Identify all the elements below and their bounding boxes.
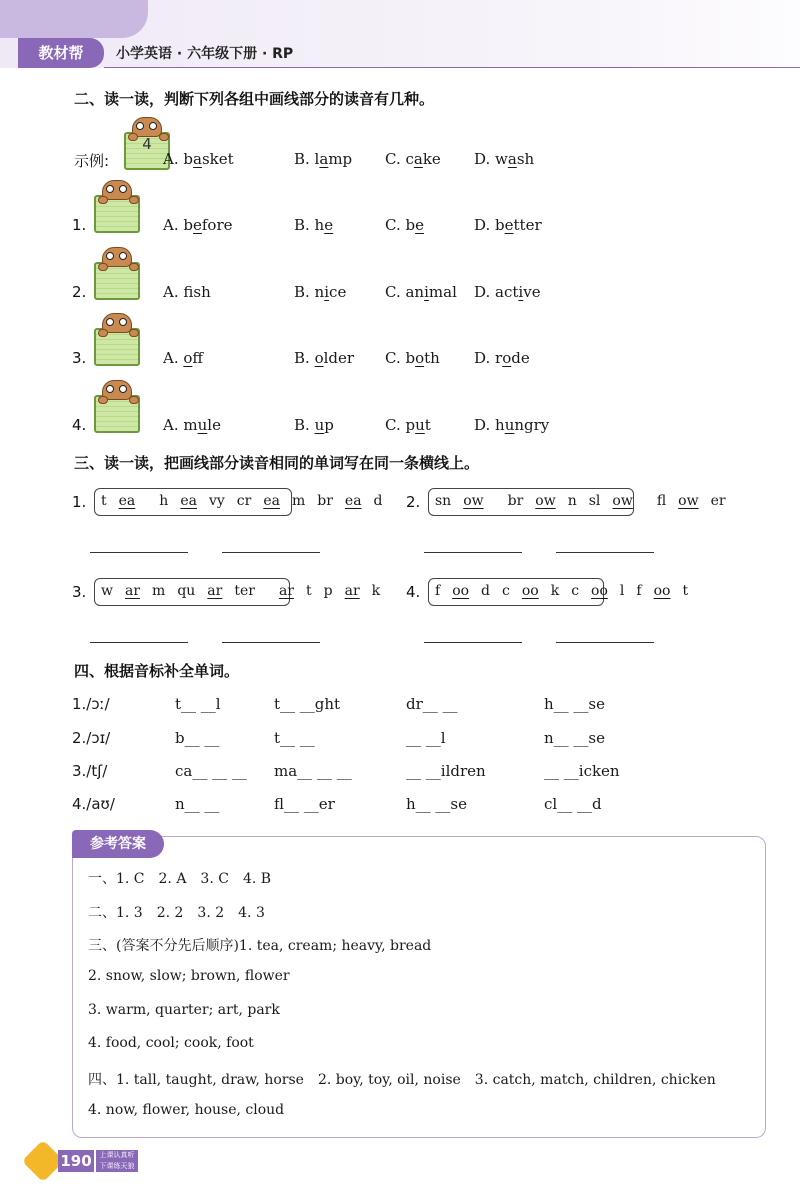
group-word-underlined: ea	[118, 493, 136, 509]
group-word-post: k	[550, 583, 560, 599]
fill-word: __ __ildren	[406, 762, 486, 780]
option	[474, 349, 530, 367]
example-option	[385, 150, 441, 168]
word-group-box	[428, 488, 726, 516]
phonetic-label: 2./ɔɪ/	[72, 729, 111, 747]
group-word-pre: sl	[588, 493, 601, 509]
fill-word: h__ __se	[406, 795, 468, 813]
group-word-pre: sn	[435, 493, 452, 509]
group-word-post: k	[371, 583, 381, 599]
group-word	[267, 583, 312, 599]
option-word-post: ngry	[514, 416, 550, 434]
option-word-post: t	[424, 416, 431, 434]
option-word-pre: D. b	[474, 216, 505, 234]
group-word	[435, 583, 490, 599]
answer-blank-line	[90, 552, 188, 553]
group-word-pre: h	[159, 493, 169, 509]
option-word-pre: C. b	[385, 349, 416, 367]
phonetic-label: 1./ɔː/	[72, 695, 110, 713]
option	[474, 283, 541, 301]
group-word-underlined: ar	[207, 583, 223, 599]
group-word	[324, 583, 381, 599]
example-option	[294, 150, 352, 168]
option-word-underlined: u	[314, 416, 325, 434]
cat-eye-icon	[106, 185, 114, 193]
option-word-underlined: o	[502, 349, 512, 367]
group-word-underlined: ea	[344, 493, 362, 509]
option-word-post: mp	[328, 150, 353, 168]
option-word-pre: C. p	[385, 416, 416, 434]
option	[474, 216, 542, 234]
cat-paw-icon	[129, 263, 139, 271]
fill-word: t__ __	[274, 729, 315, 747]
question-number: 3.	[72, 349, 87, 367]
group-word	[159, 493, 225, 509]
phonetic-label: 4./aʊ/	[72, 795, 115, 813]
option-word-pre: D. h	[474, 416, 505, 434]
option-word	[294, 349, 354, 367]
option-word-pre: D. act	[474, 283, 519, 301]
option-word-post: mal	[428, 283, 457, 301]
section2-title: 二、读一读，判断下列各组中画线部分的读音有几种。	[74, 90, 435, 108]
option-word	[294, 283, 346, 301]
cat-board-icon	[92, 380, 144, 436]
option-word	[385, 216, 424, 234]
cat-eye-icon	[106, 385, 114, 393]
option-word-pre: D. r	[474, 349, 503, 367]
group-word	[657, 493, 726, 509]
option-word-pre: B. l	[294, 150, 320, 168]
group-word	[237, 493, 305, 509]
group-word-underlined: ar	[278, 583, 294, 599]
option-word	[385, 349, 440, 367]
option-word-pre: A. m	[163, 416, 198, 434]
answer-tag: 参考答案	[72, 830, 164, 858]
page-header	[0, 0, 800, 68]
option-word-pre: C. an	[385, 283, 425, 301]
group-word	[101, 583, 165, 599]
word-group-box	[428, 578, 689, 606]
option-word-post: fore	[201, 216, 233, 234]
answer-blank-line	[222, 552, 320, 553]
option-word-underlined: e	[415, 216, 424, 234]
option-word-pre: D. w	[474, 150, 508, 168]
group-word-pre: br	[317, 493, 333, 509]
group-word	[636, 583, 688, 599]
group-word	[589, 493, 645, 509]
option-word-underlined: a	[507, 150, 517, 168]
group-word-underlined: oo	[591, 583, 608, 599]
slogan-line-2: 下课练天狼	[99, 1162, 135, 1170]
option-word-pre: C. b	[385, 216, 416, 234]
option-word-underlined: u	[504, 416, 515, 434]
group-word-underlined: oo	[521, 583, 539, 599]
group-word-underlined: oo	[653, 583, 671, 599]
answer-blank-line	[556, 552, 654, 553]
option-word-pre: A.	[163, 349, 184, 367]
fill-word: fl__ __er	[274, 795, 335, 813]
option-word-post: ke	[422, 150, 441, 168]
group-word-underlined: ow	[463, 493, 484, 509]
page-number: 190	[58, 1150, 94, 1172]
option-word	[385, 416, 431, 434]
group-word-pre: c	[502, 583, 510, 599]
answer-blank-line	[556, 642, 654, 643]
option-word-underlined: e	[324, 216, 334, 234]
option-word-post: th	[424, 349, 440, 367]
fill-word: __ __icken	[544, 762, 620, 780]
cat-board-icon	[92, 247, 144, 303]
slogan-line-1: 上课认真听	[99, 1151, 135, 1159]
option-word-post: lder	[323, 349, 355, 367]
answer-blank-line	[222, 642, 320, 643]
option-word	[294, 150, 352, 168]
option-word	[163, 349, 203, 367]
option-word	[294, 216, 333, 234]
example-option	[474, 150, 534, 168]
option-word-underlined: i	[324, 283, 330, 301]
cat-paw-icon	[129, 329, 139, 337]
group-word-pre: br	[507, 493, 524, 509]
option	[294, 416, 334, 434]
cat-eye-icon	[106, 318, 114, 326]
answer-line: 2. snow, slow; brown, flower	[88, 968, 290, 984]
answer-blank-line	[424, 552, 522, 553]
cat-paw-icon	[98, 263, 108, 271]
option-word	[385, 283, 457, 301]
option	[474, 416, 549, 434]
option	[294, 216, 333, 234]
question-number: 4.	[72, 416, 87, 434]
option	[294, 283, 346, 301]
option-word	[474, 216, 542, 234]
option-word-underlined: e	[192, 216, 202, 234]
option-word-underlined: u	[415, 416, 425, 434]
answer-blank-line	[90, 642, 188, 643]
cat-eye-icon	[119, 318, 127, 326]
group-word	[508, 493, 577, 509]
option-word-pre: A. f	[163, 283, 194, 301]
group-word-underlined: ow	[535, 493, 556, 509]
option-word	[474, 283, 541, 301]
answer-line: 4. now, flower, house, cloud	[88, 1102, 285, 1118]
option-word-underlined: i	[424, 283, 429, 301]
option	[163, 283, 211, 301]
option-word-underlined: a	[413, 150, 423, 168]
group-word	[435, 493, 496, 509]
cat-paw-icon	[98, 329, 108, 337]
option-word-post: sh	[193, 283, 211, 301]
answer-line: 一、1. C 2. A 3. C 4. B	[88, 871, 272, 887]
option-word-post: sh	[516, 150, 535, 168]
option-word-post: ce	[329, 283, 347, 301]
group-word-post: er	[710, 493, 726, 509]
fill-word: t__ __ght	[274, 695, 341, 713]
fill-word: n__ __se	[544, 729, 606, 747]
group-word-pre: cr	[236, 493, 252, 509]
option	[385, 283, 457, 301]
group-word-post: l	[619, 583, 625, 599]
option-word-pre: B. n	[294, 283, 325, 301]
group-word-post: t	[682, 583, 689, 599]
option-word-post: de	[511, 349, 530, 367]
option-word-post: ve	[523, 283, 541, 301]
cat-eye-icon	[119, 385, 127, 393]
group-word-pre: fl	[656, 493, 667, 509]
group-word-pre: t	[101, 493, 107, 509]
option-word-pre: B. h	[294, 216, 325, 234]
option-word	[163, 150, 234, 168]
option-word-underlined: o	[314, 349, 324, 367]
group-number: 3.	[72, 583, 87, 601]
option-word	[294, 416, 334, 434]
group-word-pre: qu	[177, 583, 196, 599]
fill-word: ca__ __ __	[175, 762, 247, 780]
group-word-underlined: ea	[263, 493, 280, 509]
word-group-box	[94, 578, 381, 606]
answer-line: 三、(答案不分先后顺序)1. tea, cream; heavy, bread	[88, 938, 432, 954]
option-word-pre: B.	[294, 416, 315, 434]
group-word-post: m	[291, 493, 306, 509]
cat-paw-icon	[98, 396, 108, 404]
cat-eye-icon	[149, 122, 157, 130]
option-word-pre: B.	[294, 349, 315, 367]
option-word-underlined: a	[192, 150, 202, 168]
group-word	[177, 583, 255, 599]
cat-eye-icon	[106, 252, 114, 260]
group-word-pre: c	[571, 583, 580, 599]
group-word-post: d	[373, 493, 383, 509]
option	[294, 349, 354, 367]
cat-eye-icon	[136, 122, 144, 130]
group-word	[317, 493, 382, 509]
group-word-post: m	[152, 583, 166, 599]
option-word	[474, 150, 534, 168]
fill-word: h__ __se	[544, 695, 606, 713]
option-word-underlined: i	[518, 283, 524, 301]
example-option	[163, 150, 234, 168]
answer-line: 二、1. 3 2. 2 3. 2 4. 3	[88, 905, 265, 921]
option-word-post: tter	[513, 216, 542, 234]
answer-line: 3. warm, quarter; art, park	[88, 1002, 280, 1018]
group-word-post: vy	[208, 493, 225, 509]
answer-blank-line	[424, 642, 522, 643]
fill-word: t__ __l	[175, 695, 221, 713]
cat-paw-icon	[98, 196, 108, 204]
option	[385, 349, 440, 367]
book-subtitle: 小学英语 · 六年级下册 · RP	[116, 46, 294, 62]
group-word	[101, 493, 147, 509]
option-word-pre: C. c	[385, 150, 414, 168]
answer-line: 4. food, cool; cook, foot	[88, 1035, 254, 1051]
header-divider	[104, 67, 800, 68]
group-word-pre: w	[101, 583, 113, 599]
option-word-underlined: u	[197, 416, 208, 434]
section4-title: 四、根据音标补全单词。	[74, 662, 240, 680]
answer-line: 四、1. tall, taught, draw, horse 2. boy, toy, oil, noise 3. catch, match, children, chicken	[88, 1072, 716, 1088]
cat-paw-icon	[129, 196, 139, 204]
phonetic-label: 3./tʃ/	[72, 762, 108, 780]
option-word	[163, 216, 233, 234]
group-word-underlined: oo	[452, 583, 470, 599]
option-word-underlined: o	[415, 349, 425, 367]
option	[163, 416, 221, 434]
option-word-underlined: a	[319, 150, 329, 168]
fill-word: cl__ __d	[544, 795, 602, 813]
option-word	[474, 349, 530, 367]
option-word-post: p	[324, 416, 334, 434]
option-word-post: ff	[192, 349, 204, 367]
group-word-pre: f	[636, 583, 642, 599]
group-number: 1.	[72, 493, 87, 511]
fill-word: b__ __	[175, 729, 220, 747]
group-word-underlined: ar	[344, 583, 360, 599]
word-group-box	[94, 488, 383, 516]
option-word	[163, 416, 221, 434]
group-word-post: n	[567, 493, 577, 509]
option-word-pre: A. b	[163, 216, 193, 234]
group-word-post: t	[306, 583, 312, 599]
fill-word: __ __l	[406, 729, 446, 747]
option-word	[474, 416, 549, 434]
group-number: 2.	[406, 493, 421, 511]
fill-word: ma__ __ __	[274, 762, 352, 780]
header-tab	[0, 0, 148, 38]
option-word-underlined: e	[504, 216, 514, 234]
group-word-post: ter	[234, 583, 255, 599]
group-word-post: d	[481, 583, 491, 599]
group-word-underlined: ar	[124, 583, 141, 599]
group-word-pre: p	[323, 583, 333, 599]
group-word-underlined: ow	[612, 493, 633, 509]
section3-title: 三、读一读，把画线部分读音相同的单词写在同一条横线上。	[74, 454, 480, 472]
option-word	[385, 150, 441, 168]
brand-label: 教材帮	[18, 38, 104, 68]
cat-board-icon	[92, 180, 144, 236]
option	[163, 349, 203, 367]
group-word	[571, 583, 624, 599]
question-number: 2.	[72, 283, 87, 301]
question-number: 1.	[72, 216, 87, 234]
example-label: 示例:	[74, 152, 110, 170]
group-number: 4.	[406, 583, 421, 601]
option-word-post: sket	[201, 150, 234, 168]
option-word-pre: A. b	[163, 150, 193, 168]
cat-eye-icon	[119, 252, 127, 260]
option-word	[163, 283, 211, 301]
option-word-underlined: o	[183, 349, 193, 367]
group-word-underlined: ea	[180, 493, 197, 509]
example-answer: 4	[142, 135, 152, 153]
cat-paw-icon	[129, 396, 139, 404]
option	[385, 416, 431, 434]
option-word-post: le	[207, 416, 221, 434]
option	[163, 216, 233, 234]
group-word-underlined: ow	[678, 493, 699, 509]
group-word	[502, 583, 559, 599]
cat-eye-icon	[119, 185, 127, 193]
footer-slogan	[96, 1150, 138, 1172]
group-word-pre: f	[435, 583, 441, 599]
fill-word: dr__ __	[406, 695, 458, 713]
fill-word: n__ __	[175, 795, 220, 813]
option	[385, 216, 424, 234]
cat-board-icon	[92, 313, 144, 369]
